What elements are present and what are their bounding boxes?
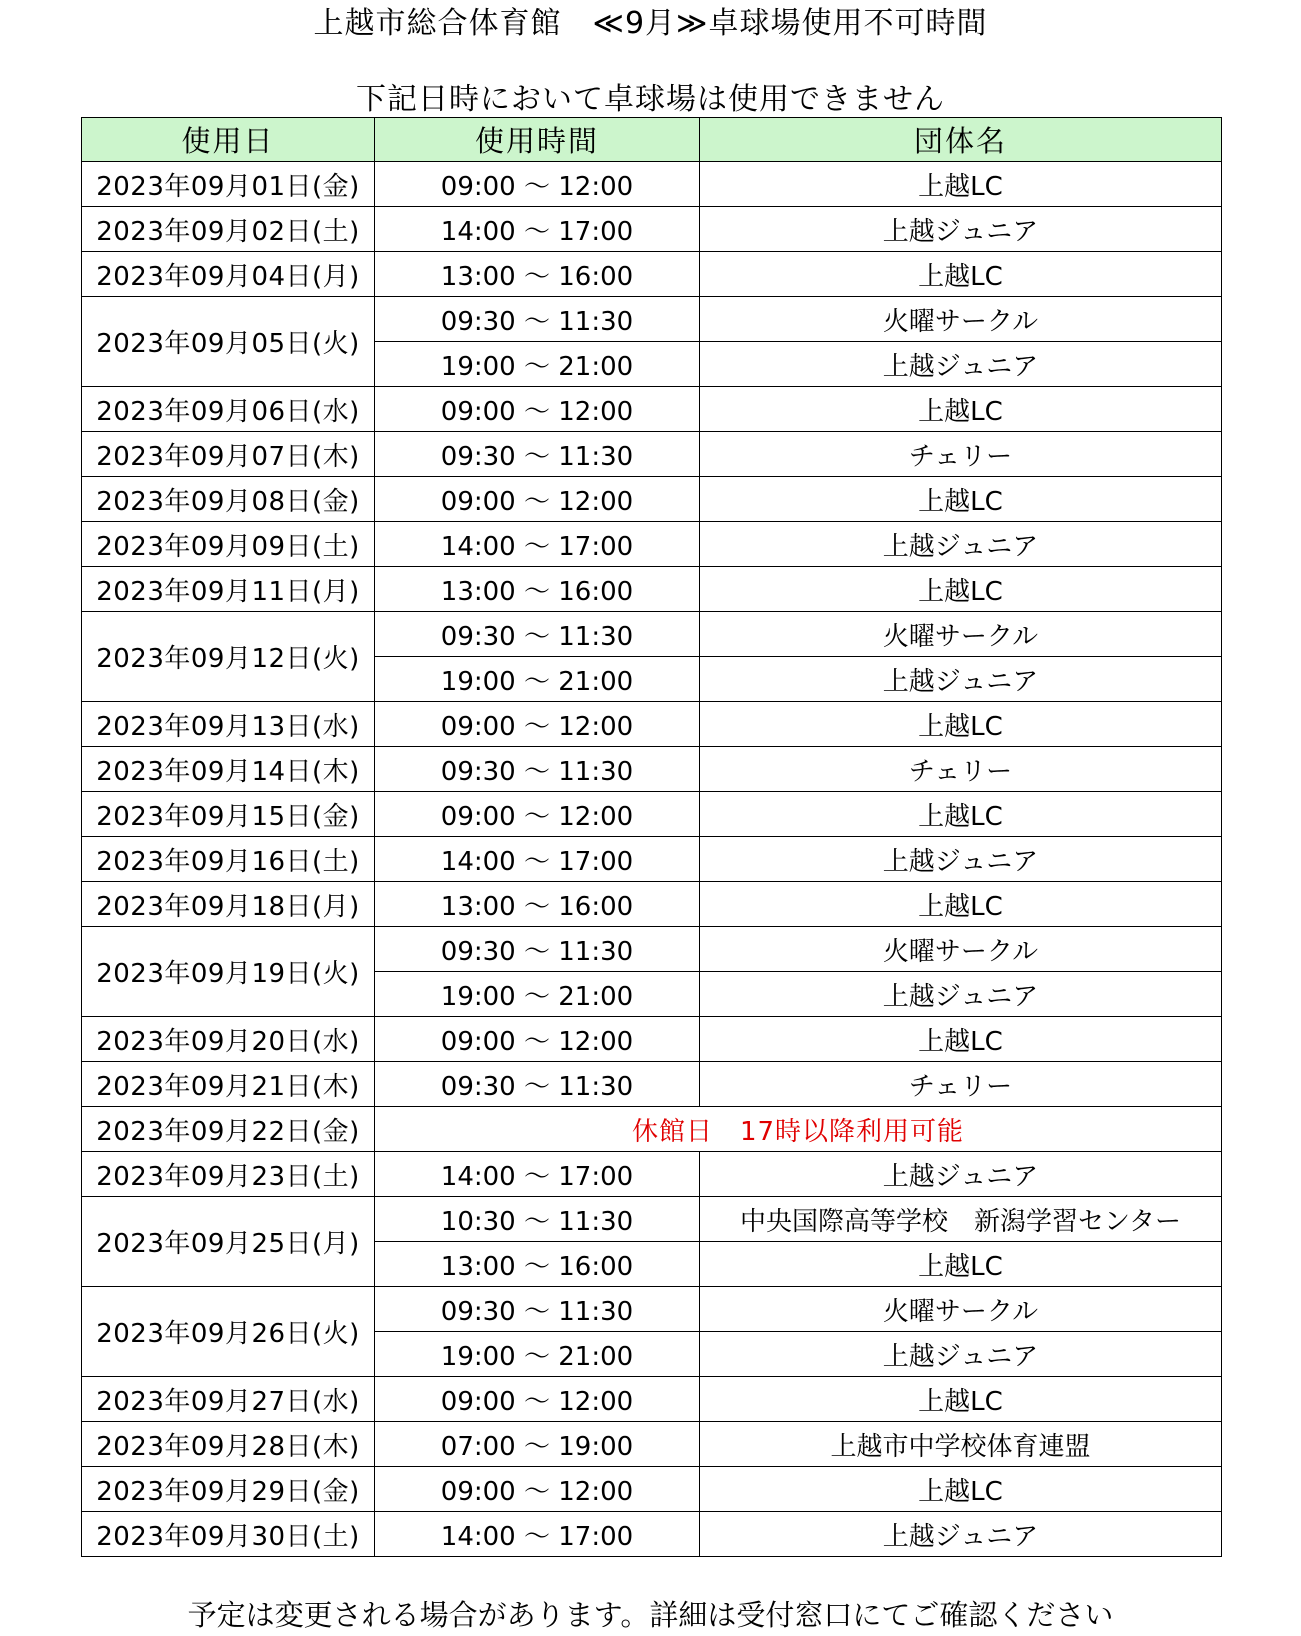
table-row — [82, 1197, 1222, 1242]
group-cell: 上越市中学校体育連盟 — [700, 1422, 1222, 1467]
group-cell: 上越LC — [700, 162, 1222, 207]
time-cell: 09:30 ～ 11:30 — [375, 612, 700, 657]
schedule-body — [82, 162, 1222, 1557]
group-cell: チェリー — [700, 432, 1222, 477]
page-title: 上越市総合体育館 ≪9月≫卓球場使用不可時間 — [313, 6, 988, 41]
date-cell: 2023年09月18日(月) — [82, 882, 375, 927]
table-row — [82, 837, 1222, 882]
date-cell: 2023年09月11日(月) — [82, 567, 375, 612]
group-cell: 上越LC — [700, 1017, 1222, 1062]
time-cell: 09:30 ～ 11:30 — [375, 432, 700, 477]
time-cell: 09:30 ～ 11:30 — [375, 927, 700, 972]
closure-note: 休館日 17時以降利用可能 — [375, 1107, 1222, 1152]
date-cell: 2023年09月25日(月) — [82, 1197, 375, 1287]
date-cell: 2023年09月19日(火) — [82, 927, 375, 1017]
date-cell: 2023年09月07日(木) — [82, 432, 375, 477]
date-cell: 2023年09月26日(火) — [82, 1287, 375, 1377]
group-cell: 上越LC — [700, 1467, 1222, 1512]
time-cell: 09:00 ～ 12:00 — [375, 1377, 700, 1422]
date-cell: 2023年09月05日(火) — [82, 297, 375, 387]
table-row — [82, 612, 1222, 657]
date-cell: 2023年09月01日(金) — [82, 162, 375, 207]
group-cell: 上越ジュニア — [700, 1512, 1222, 1557]
table-header-row — [82, 118, 1222, 162]
time-cell: 09:30 ～ 11:30 — [375, 1287, 700, 1332]
time-cell: 09:00 ～ 12:00 — [375, 792, 700, 837]
date-cell: 2023年09月16日(土) — [82, 837, 375, 882]
date-cell: 2023年09月30日(土) — [82, 1512, 375, 1557]
date-cell: 2023年09月04日(月) — [82, 252, 375, 297]
time-cell: 09:00 ～ 12:00 — [375, 702, 700, 747]
group-cell: 火曜サークル — [700, 297, 1222, 342]
group-cell: 火曜サークル — [700, 1287, 1222, 1332]
date-cell: 2023年09月14日(木) — [82, 747, 375, 792]
time-cell: 13:00 ～ 16:00 — [375, 882, 700, 927]
table-row — [82, 747, 1222, 792]
table-row — [82, 252, 1222, 297]
time-cell: 14:00 ～ 17:00 — [375, 522, 700, 567]
date-cell: 2023年09月22日(金) — [82, 1107, 375, 1152]
group-cell: 上越LC — [700, 477, 1222, 522]
time-cell: 09:00 ～ 12:00 — [375, 1017, 700, 1062]
date-cell: 2023年09月06日(水) — [82, 387, 375, 432]
table-row — [82, 1107, 1222, 1152]
column-header-time: 使用時間 — [375, 118, 700, 162]
time-cell: 09:00 ～ 12:00 — [375, 387, 700, 432]
group-cell: 上越LC — [700, 252, 1222, 297]
table-row — [82, 162, 1222, 207]
table-row — [82, 927, 1222, 972]
date-cell: 2023年09月27日(水) — [82, 1377, 375, 1422]
column-header-date: 使用日 — [82, 118, 375, 162]
date-cell: 2023年09月20日(水) — [82, 1017, 375, 1062]
time-cell: 14:00 ～ 17:00 — [375, 1152, 700, 1197]
time-cell: 19:00 ～ 21:00 — [375, 342, 700, 387]
group-cell: 上越ジュニア — [700, 837, 1222, 882]
group-cell: 上越LC — [700, 882, 1222, 927]
table-row — [82, 1062, 1222, 1107]
table-row — [82, 882, 1222, 927]
group-cell: 火曜サークル — [700, 927, 1222, 972]
table-row — [82, 432, 1222, 477]
time-cell: 14:00 ～ 17:00 — [375, 207, 700, 252]
footer-note: 予定は変更される場合があります。詳細は受付窓口にてご確認ください — [187, 1598, 1114, 1632]
time-cell: 19:00 ～ 21:00 — [375, 972, 700, 1017]
group-cell: チェリー — [700, 747, 1222, 792]
date-cell: 2023年09月02日(土) — [82, 207, 375, 252]
time-cell: 09:30 ～ 11:30 — [375, 747, 700, 792]
time-cell: 09:30 ～ 11:30 — [375, 1062, 700, 1107]
table-row — [82, 1512, 1222, 1557]
group-cell: 中央国際高等学校 新潟学習センター — [700, 1197, 1222, 1242]
group-cell: 上越ジュニア — [700, 1152, 1222, 1197]
group-cell: 上越ジュニア — [700, 342, 1222, 387]
date-cell: 2023年09月13日(水) — [82, 702, 375, 747]
table-row — [82, 1422, 1222, 1467]
time-cell: 13:00 ～ 16:00 — [375, 1242, 700, 1287]
group-cell: 上越LC — [700, 387, 1222, 432]
table-row — [82, 387, 1222, 432]
group-cell: チェリー — [700, 1062, 1222, 1107]
time-cell: 09:00 ～ 12:00 — [375, 1467, 700, 1512]
page-subtitle: 下記日時において卓球場は使用できません — [356, 82, 945, 117]
column-header-group: 団体名 — [700, 118, 1222, 162]
table-row — [82, 792, 1222, 837]
table-row — [82, 477, 1222, 522]
table-row — [82, 297, 1222, 342]
group-cell: 上越ジュニア — [700, 207, 1222, 252]
schedule-table — [81, 117, 1222, 1557]
table-row — [82, 1017, 1222, 1062]
group-cell: 上越LC — [700, 702, 1222, 747]
time-cell: 09:30 ～ 11:30 — [375, 297, 700, 342]
group-cell: 火曜サークル — [700, 612, 1222, 657]
table-row — [82, 702, 1222, 747]
group-cell: 上越ジュニア — [700, 1332, 1222, 1377]
table-row — [82, 1287, 1222, 1332]
date-cell: 2023年09月29日(金) — [82, 1467, 375, 1512]
date-cell: 2023年09月08日(金) — [82, 477, 375, 522]
time-cell: 13:00 ～ 16:00 — [375, 252, 700, 297]
date-cell: 2023年09月23日(土) — [82, 1152, 375, 1197]
time-cell: 09:00 ～ 12:00 — [375, 477, 700, 522]
group-cell: 上越LC — [700, 1242, 1222, 1287]
group-cell: 上越ジュニア — [700, 657, 1222, 702]
group-cell: 上越LC — [700, 792, 1222, 837]
table-row — [82, 567, 1222, 612]
date-cell: 2023年09月09日(土) — [82, 522, 375, 567]
time-cell: 09:00 ～ 12:00 — [375, 162, 700, 207]
time-cell: 19:00 ～ 21:00 — [375, 1332, 700, 1377]
table-row — [82, 1377, 1222, 1422]
table-row — [82, 207, 1222, 252]
time-cell: 19:00 ～ 21:00 — [375, 657, 700, 702]
table-row — [82, 1467, 1222, 1512]
date-cell: 2023年09月28日(木) — [82, 1422, 375, 1467]
date-cell: 2023年09月15日(金) — [82, 792, 375, 837]
time-cell: 14:00 ～ 17:00 — [375, 1512, 700, 1557]
time-cell: 13:00 ～ 16:00 — [375, 567, 700, 612]
group-cell: 上越LC — [700, 567, 1222, 612]
group-cell: 上越ジュニア — [700, 972, 1222, 1017]
group-cell: 上越LC — [700, 1377, 1222, 1422]
time-cell: 07:00 ～ 19:00 — [375, 1422, 700, 1467]
date-cell: 2023年09月12日(火) — [82, 612, 375, 702]
table-row — [82, 1152, 1222, 1197]
table-row — [82, 522, 1222, 567]
time-cell: 14:00 ～ 17:00 — [375, 837, 700, 882]
date-cell: 2023年09月21日(木) — [82, 1062, 375, 1107]
time-cell: 10:30 ～ 11:30 — [375, 1197, 700, 1242]
group-cell: 上越ジュニア — [700, 522, 1222, 567]
